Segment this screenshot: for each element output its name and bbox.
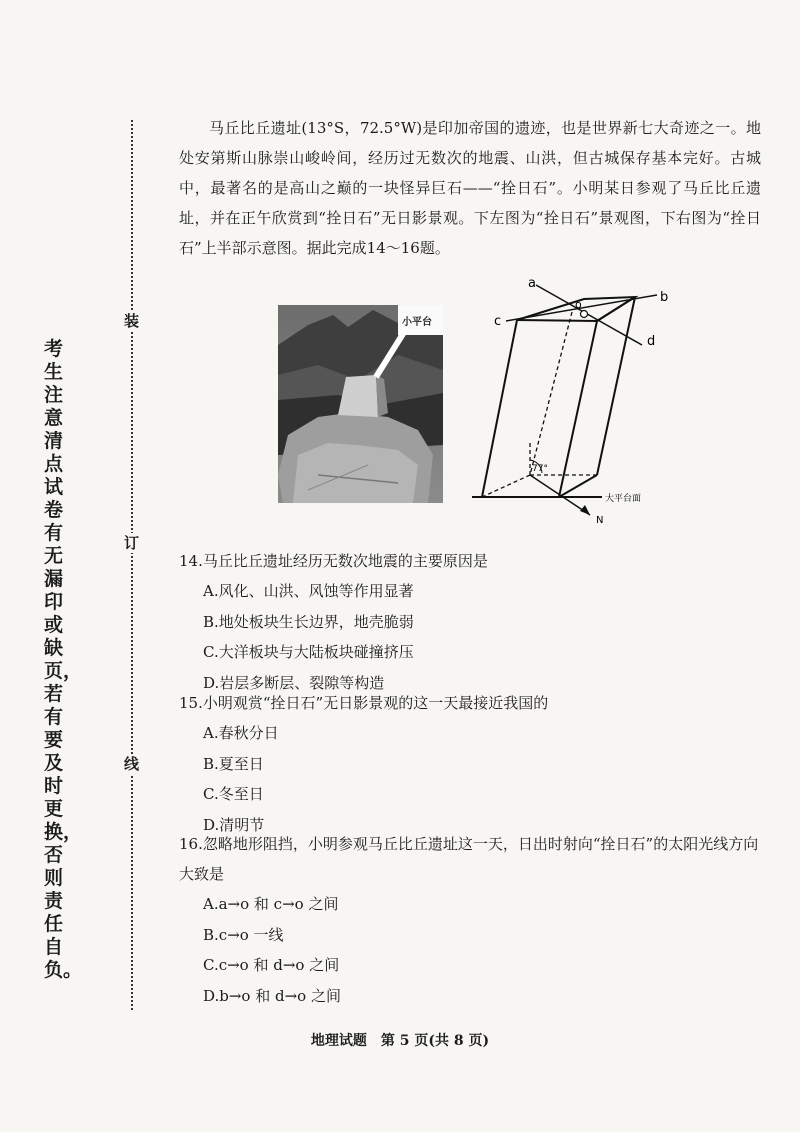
binding-notice: 考生注意清点试卷有无漏印或缺页，若有要及时更换，否则责任自负。	[44, 338, 83, 981]
question-14-option-b: B.地处板块生长边界，地壳脆弱	[203, 612, 414, 631]
hidden-bottom-left	[482, 475, 530, 497]
stone-edge-left	[482, 320, 517, 497]
label-c: c	[494, 314, 502, 329]
binding-char-zhuang: 装	[124, 312, 140, 330]
question-16-option-a: A.a→o 和 c→o 之间	[203, 895, 339, 913]
question-14-stem: 14.马丘比丘遗址经历无数次地震的主要原因是	[179, 552, 488, 570]
angle-label: 77°	[532, 464, 548, 474]
north-arrow-line	[530, 475, 590, 515]
label-a: a	[528, 276, 536, 291]
question-15-option-c: C.冬至日	[203, 785, 264, 803]
question-16-stem: 16.忽略地形阻挡，小明参观马丘比丘遗址这一天，日出时射向“拴日石”的太阳光线方向大致是	[179, 835, 759, 883]
question-14	[179, 546, 769, 698]
question-14-option-c: C.大洋板块与大陆板块碰撞挤压	[203, 643, 414, 661]
question-16	[179, 829, 769, 1011]
stone-bottom-right	[559, 475, 597, 497]
question-15-option-a: A.春秋分日	[203, 724, 279, 742]
binding-char-xian: 线	[124, 755, 140, 773]
ground-label: 大平台面	[605, 494, 642, 504]
question-14-option-a: A.风化、山洪、风蚀等作用显著	[203, 582, 414, 600]
hidden-edge	[530, 312, 572, 475]
north-arrow-head	[580, 505, 590, 515]
shuanri-stone-diagram	[462, 275, 682, 525]
stone-edge-right	[597, 297, 635, 475]
question-15-stem: 15.小明观赏“拴日石”无日影景观的这一天最接近我国的	[179, 694, 549, 712]
question-15-option-d: D.清明节	[203, 815, 265, 834]
photo-label-small-platform: 小平台	[402, 317, 432, 328]
question-15	[179, 688, 769, 840]
binding-dotted-line	[131, 120, 133, 1010]
label-b: b	[660, 290, 669, 305]
page-footer: 地理试题 第 5 页(共 8 页)	[310, 1033, 490, 1049]
line-a-d	[536, 285, 642, 345]
question-16-option-b: B.c→o 一线	[203, 925, 284, 944]
binding-char-ding: 订	[124, 534, 140, 552]
question-16-option-d: D.b→o 和 d→o 之间	[203, 986, 341, 1005]
question-16-option-c: C.c→o 和 d→o 之间	[203, 956, 340, 974]
stone-top-right	[597, 297, 635, 321]
point-o	[581, 311, 588, 318]
stone-edge-front	[559, 321, 597, 497]
label-o: o	[575, 298, 582, 311]
question-15-option-b: B.夏至日	[203, 754, 264, 773]
intro-paragraph: 马丘比丘遗址(13°S，72.5°W)是印加帝国的遗迹，也是世界新七大奇迹之一。地处安第斯山脉崇山峻岭间，经历过无数次的地震、山洪，但古城保存基本完好。古城中，最著名的是高山之巅的一块怪异巨石——“拴日石”。小明某日参观了马丘比丘遗址，并在正午欣赏到“拴日石”无日影景观。下左图为“拴日石”景观图，下右图为“拴日石”上半部示意图。据此完成14～16题。	[179, 119, 761, 257]
photo-image	[278, 305, 443, 503]
question-14-option-d: D.岩层多断层、裂隙等构造	[203, 673, 385, 692]
label-d: d	[647, 334, 656, 349]
shuanri-stone-photo	[278, 305, 443, 503]
label-north: N	[596, 515, 604, 525]
